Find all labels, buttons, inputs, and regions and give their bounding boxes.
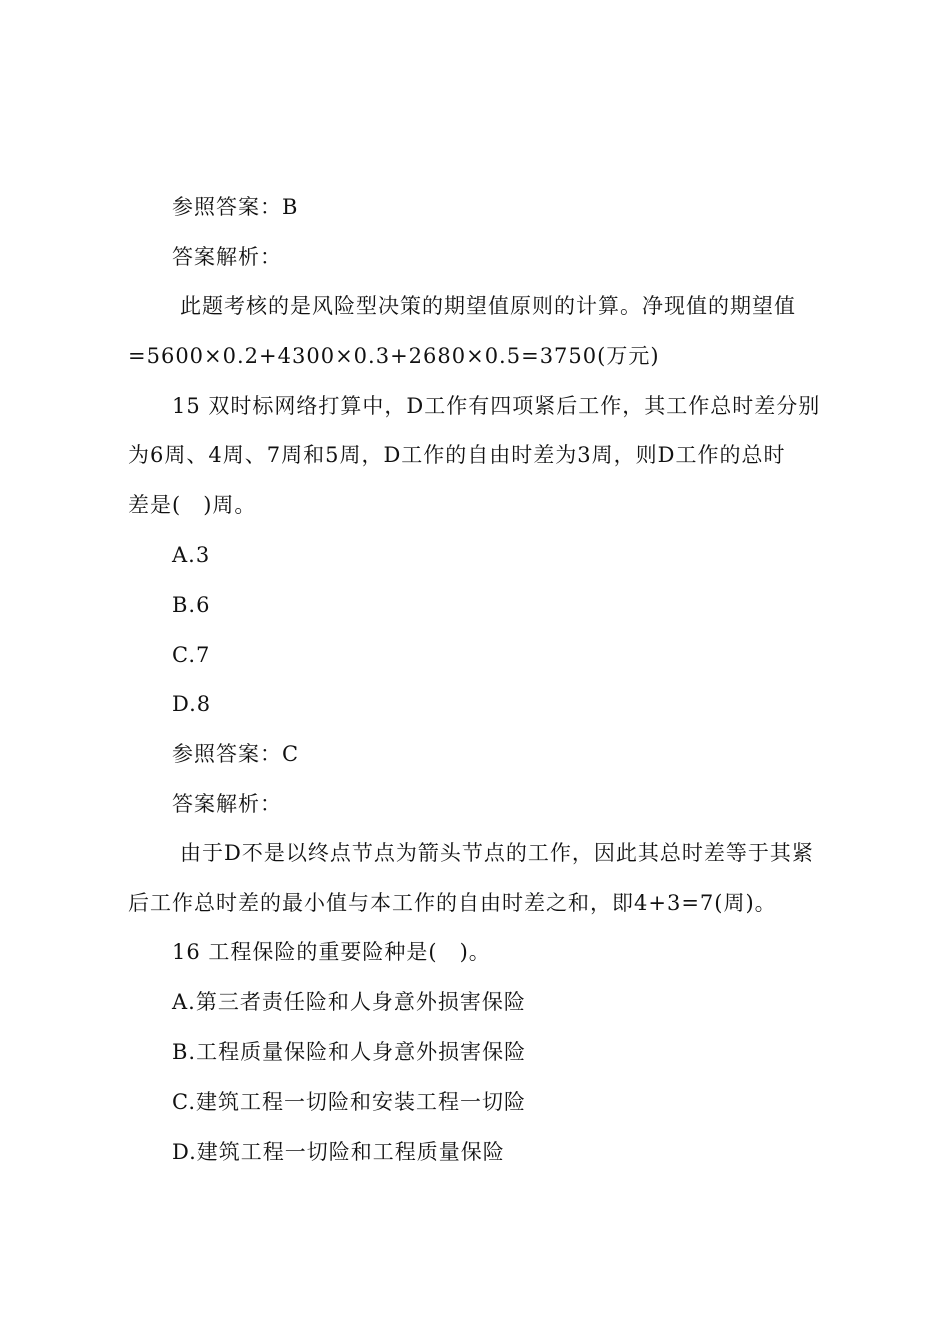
analysis-text-14-line-2: =5600×0.2+4300×0.3+2680×0.5=3750(万元) <box>128 344 660 368</box>
analysis-text-14-line-1: 此题考核的是风险型决策的期望值原则的计算。净现值的期望值 <box>180 294 796 318</box>
question-15-line-2: 为6周、4周、7周和5周，D工作的自由时差为3周，则D工作的总时 <box>128 443 786 467</box>
answer-analysis-label-14: 答案解析： <box>172 245 282 269</box>
reference-answer-14: 参照答案：B <box>172 195 299 219</box>
question-15-line-1: 15 双时标网络打算中，D工作有四项紧后工作，其工作总时差分别 <box>172 394 821 418</box>
question-16-option-c: C.建筑工程一切险和安装工程一切险 <box>172 1090 526 1114</box>
question-15-line-3: 差是( )周。 <box>128 493 257 517</box>
question-16-stem: 16 工程保险的重要险种是( )。 <box>172 940 491 964</box>
question-16-option-b: B.工程质量保险和人身意外损害保险 <box>172 1040 527 1064</box>
question-15-option-b: B.6 <box>172 593 211 617</box>
question-16-option-d: D.建筑工程一切险和工程质量保险 <box>172 1140 505 1164</box>
question-15-option-d: D.8 <box>172 692 212 716</box>
answer-analysis-label-15: 答案解析： <box>172 792 282 816</box>
analysis-text-15-line-2: 后工作总时差的最小值与本工作的自由时差之和，即4+3=7(周)。 <box>128 891 777 915</box>
question-15-option-a: A.3 <box>172 543 211 567</box>
reference-answer-15: 参照答案：C <box>172 742 300 766</box>
analysis-text-15-line-1: 由于D不是以终点节点为箭头节点的工作，因此其总时差等于其紧 <box>180 841 814 865</box>
question-16-option-a: A.第三者责任险和人身意外损害保险 <box>172 990 526 1014</box>
question-15-option-c: C.7 <box>172 643 211 667</box>
